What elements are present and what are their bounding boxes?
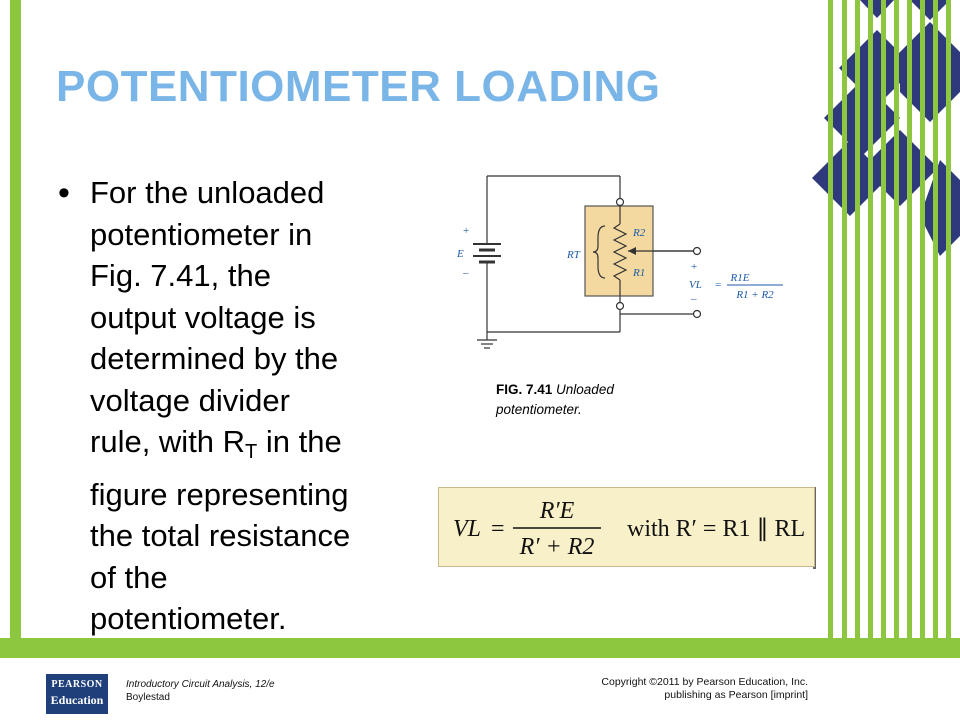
label-output-formula-den: R1 + R2: [736, 289, 774, 301]
caption-text: Unloaded potentiometer.: [496, 382, 614, 417]
label-output-formula-num: R1E: [730, 272, 750, 284]
bullet-text-part1: For the unloaded potentiometer in Fig. 7.41, the output voltage is determined by the voltage divider rule, with R: [90, 175, 339, 459]
footer-book-info: [126, 678, 275, 704]
svg-text:=: =: [491, 516, 505, 542]
footer-book-title: Introductory Circuit Analysis, 12/e: [126, 679, 275, 690]
circuit-figure: [445, 166, 805, 356]
circuit-diagram: [445, 166, 805, 356]
footer-band: [0, 638, 960, 658]
label-source: E: [457, 248, 464, 260]
label-minus-source: –: [463, 267, 469, 279]
label-total-resistance: RT: [567, 249, 580, 261]
figure-caption: [496, 380, 696, 420]
bullet-dot: •: [58, 174, 70, 212]
equation-condition: with R′ = R1 ∥ RL: [627, 516, 806, 542]
bullet-text: [90, 172, 410, 640]
footer-publisher-line: publishing as Pearson [imprint]: [664, 689, 808, 701]
bullet-subscript: T: [245, 441, 258, 463]
logo-line2: Education: [50, 693, 104, 707]
equation-numerator: R′E: [539, 498, 575, 524]
label-plus-source: +: [463, 225, 470, 237]
label-r1: R1: [633, 267, 646, 279]
equation-box: [438, 487, 815, 567]
footer-copyright: [560, 676, 808, 702]
logo-line1: PEARSON: [51, 679, 103, 690]
bullet-text-part2: in the figure representing the total resistance of the potentiometer.: [90, 424, 351, 636]
slide-title: POTENTIOMETER LOADING: [56, 62, 661, 111]
label-output: VL: [689, 279, 702, 291]
label-plus-output: +: [691, 261, 698, 273]
label-minus-output: –: [691, 293, 697, 305]
pearson-logo: [46, 674, 108, 714]
label-r2: R2: [633, 227, 646, 239]
equation: [439, 488, 816, 568]
decorative-stripes: [800, 0, 960, 640]
svg-text:=: =: [715, 279, 722, 291]
footer-author: Boylestad: [126, 692, 170, 703]
equation-lhs: VL: [453, 516, 482, 542]
left-accent-stripe: [10, 0, 21, 640]
equation-denominator: R′ + R2: [519, 534, 595, 560]
caption-number: FIG. 7.41: [496, 382, 553, 397]
footer-copyright-line: Copyright ©2011 by Pearson Education, Inc.: [601, 676, 808, 688]
